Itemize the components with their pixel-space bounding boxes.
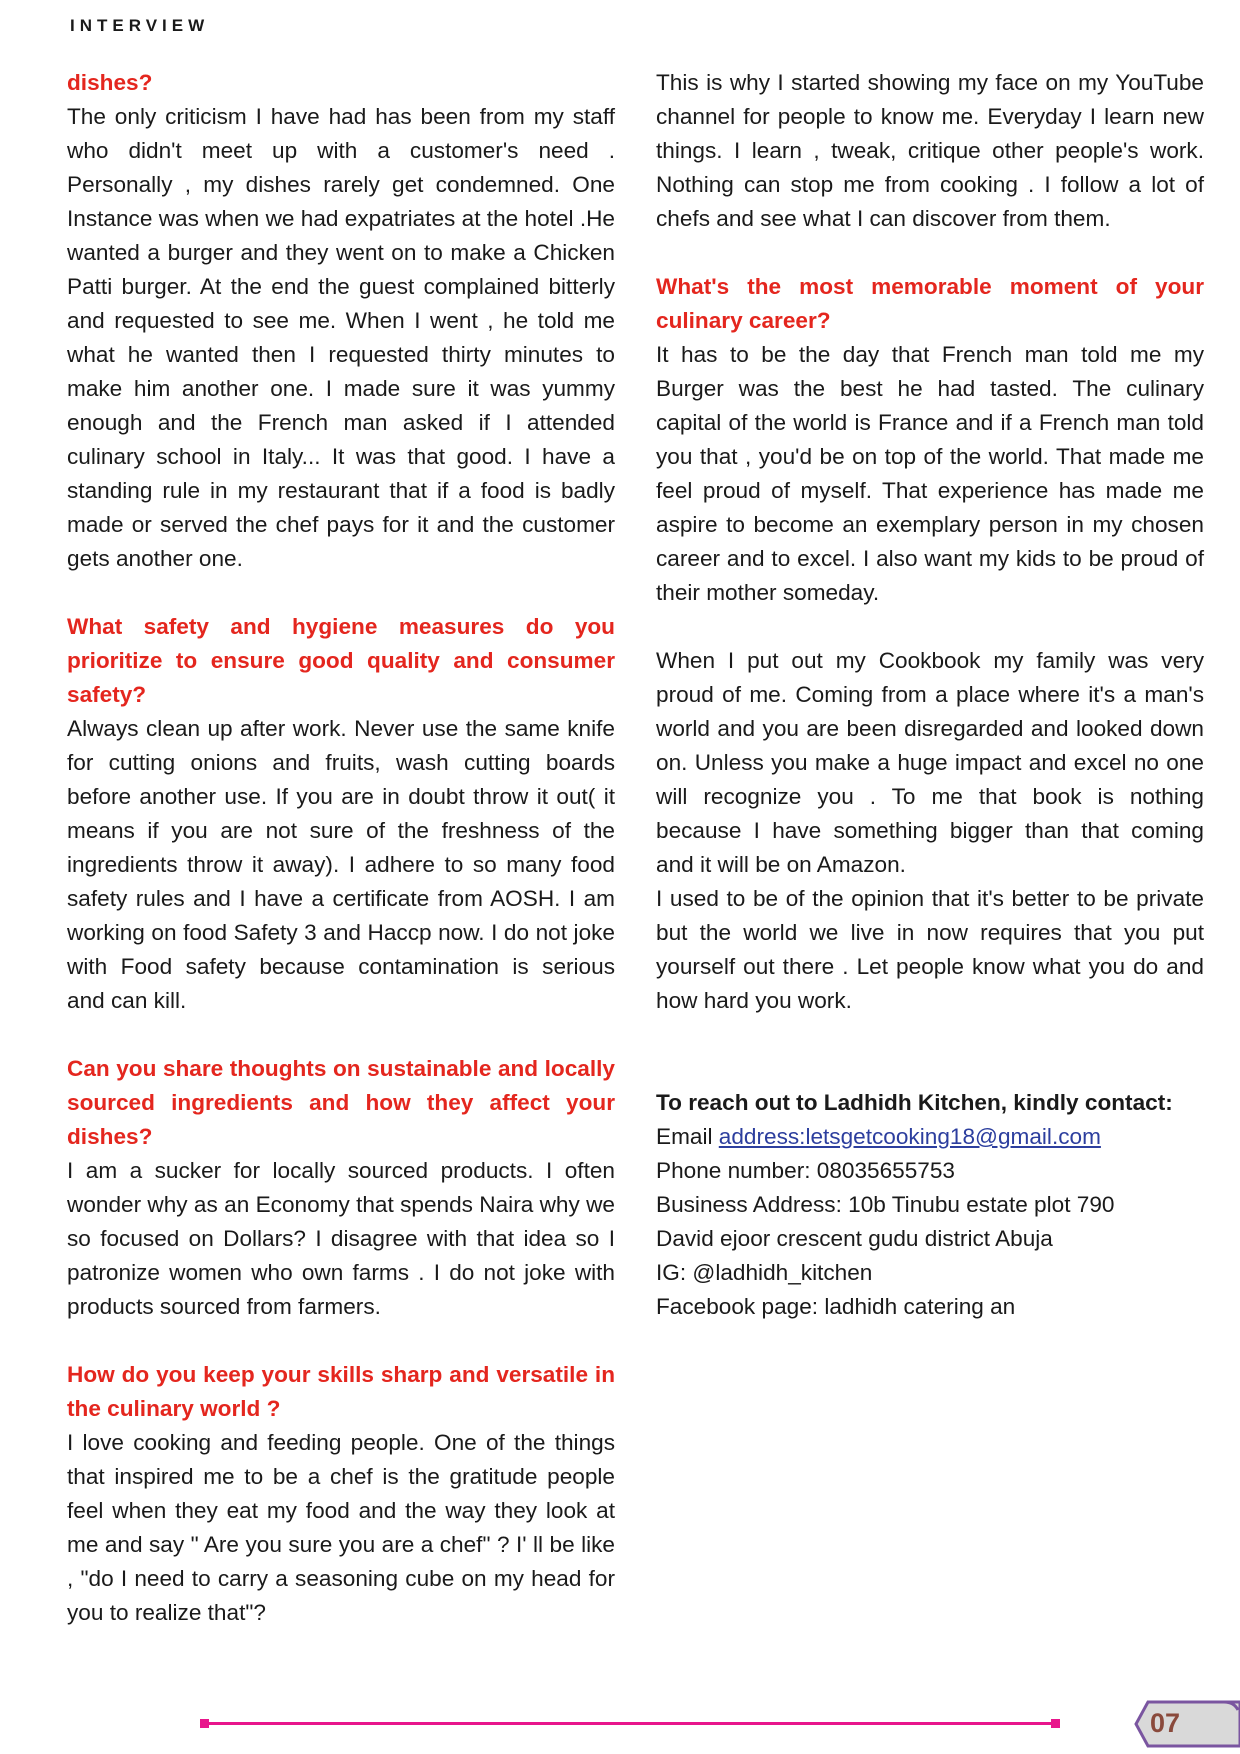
contact-instagram: IG: @ladhidh_kitchen (656, 1260, 873, 1285)
question-safety: What safety and hygiene measures do you prioritize to ensure good quality and consumer safety? (67, 614, 615, 707)
contact-email (656, 1120, 1204, 1154)
footer-rule-dot-left (200, 1719, 209, 1728)
contact-title: To reach out to Ladhidh Kitchen, kindly contact: (656, 1090, 1173, 1115)
contact-address-line1: Business Address: 10b Tinubu estate plot 790 (656, 1192, 1115, 1217)
left-column (67, 66, 615, 1630)
section-label: INTERVIEW (70, 16, 210, 35)
contact-phone: Phone number: 08035655753 (656, 1158, 955, 1183)
email-label: Email (656, 1124, 719, 1149)
contact-address-line2: David ejoor crescent gudu district Abuja (656, 1226, 1053, 1251)
answer-skills: I love cooking and feeding people. One of the things that inspired me to be a chef is the gratitude people feel when they eat my food and the way they look at me and say " Are you sure you are a chef" ? I' ll be like , "do I need to carry a seasoning cube on my head for you to realize that"? (67, 1430, 615, 1625)
question-tail: dishes? (67, 70, 153, 95)
answer-memorable: It has to be the day that French man told me my Burger was the best he had tasted. The culinary capital of the world is France and if a French man told you that , you'd be on top of the world. That made me feel proud of myself. That experience has made me aspire to become an exemplary person in my chosen career and to excel. I also want my kids to be proud of their mother someday. (656, 342, 1204, 605)
question-memorable: What's the most memorable moment of your culinary career? (656, 274, 1204, 333)
question-sustainable: Can you share thoughts on sustainable and locally sourced ingredients and how they affect your dishes? (67, 1056, 615, 1149)
footer-rule (205, 1722, 1055, 1725)
paragraph-cookbook: When I put out my Cookbook my family was very proud of me. Coming from a place where it's a man's world and you are been disregarded and looked down on. Unless you make a huge impact and excel no one will recognize you . To me that book is nothing because I have something bigger than that coming and it will be on Amazon. (656, 648, 1204, 877)
right-column (656, 66, 1204, 1324)
contact-facebook: Facebook page: ladhidh catering an (656, 1294, 1016, 1319)
answer-skills-continued: This is why I started showing my face on my YouTube channel for people to know me. Everyday I learn new things. I learn , tweak, critique other people's work. Nothing can stop me from cooking . I follow a lot of chefs and see what I can discover from them. (656, 70, 1204, 231)
question-skills: How do you keep your skills sharp and versatile in the culinary world ? (67, 1362, 615, 1421)
footer-rule-dot-right (1051, 1719, 1060, 1728)
email-link[interactable]: address:letsgetcooking18@gmail.com (718, 1124, 1101, 1149)
answer-criticism: The only criticism I have had has been from my staff who didn't meet up with a customer's need . Personally , my dishes rarely get condemned. One Instance was when we had expatriates at the hotel .He wanted a burger and they went on to make a Chicken Patti burger. At the end the guest complained bitterly and requested to see me. When I went , he told me what he wanted then I requested thirty minutes to make him another one. I made sure it was yummy enough and the French man asked if I attended culinary school in Italy... It was that good. I have a standing rule in my restaurant that if a food is badly made or served the chef pays for it and the customer gets another one. (67, 104, 615, 571)
answer-sustainable: I am a sucker for locally sourced products. I often wonder why as an Economy that spends Naira why we so focused on Dollars? I disagree with that idea so I patronize women who own farms . I do not joke with products sourced from farmers. (67, 1158, 615, 1319)
page-number: 07 (1150, 1708, 1181, 1738)
answer-safety: Always clean up after work. Never use the same knife for cutting onions and fruits, wash cutting boards before another use. If you are in doubt throw it out( it means if you are not sure of the freshness of the ingredients throw it away). I adhere to so many food safety rules and I have a certificate from AOSH. I am working on food Safety 3 and Haccp now. I do not joke with Food safety because contamination is serious and can kill. (67, 716, 615, 1013)
paragraph-private: I used to be of the opinion that it's better to be private but the world we live in now requires that you put yourself out there . Let people know what you do and how hard you work. (656, 886, 1204, 1013)
